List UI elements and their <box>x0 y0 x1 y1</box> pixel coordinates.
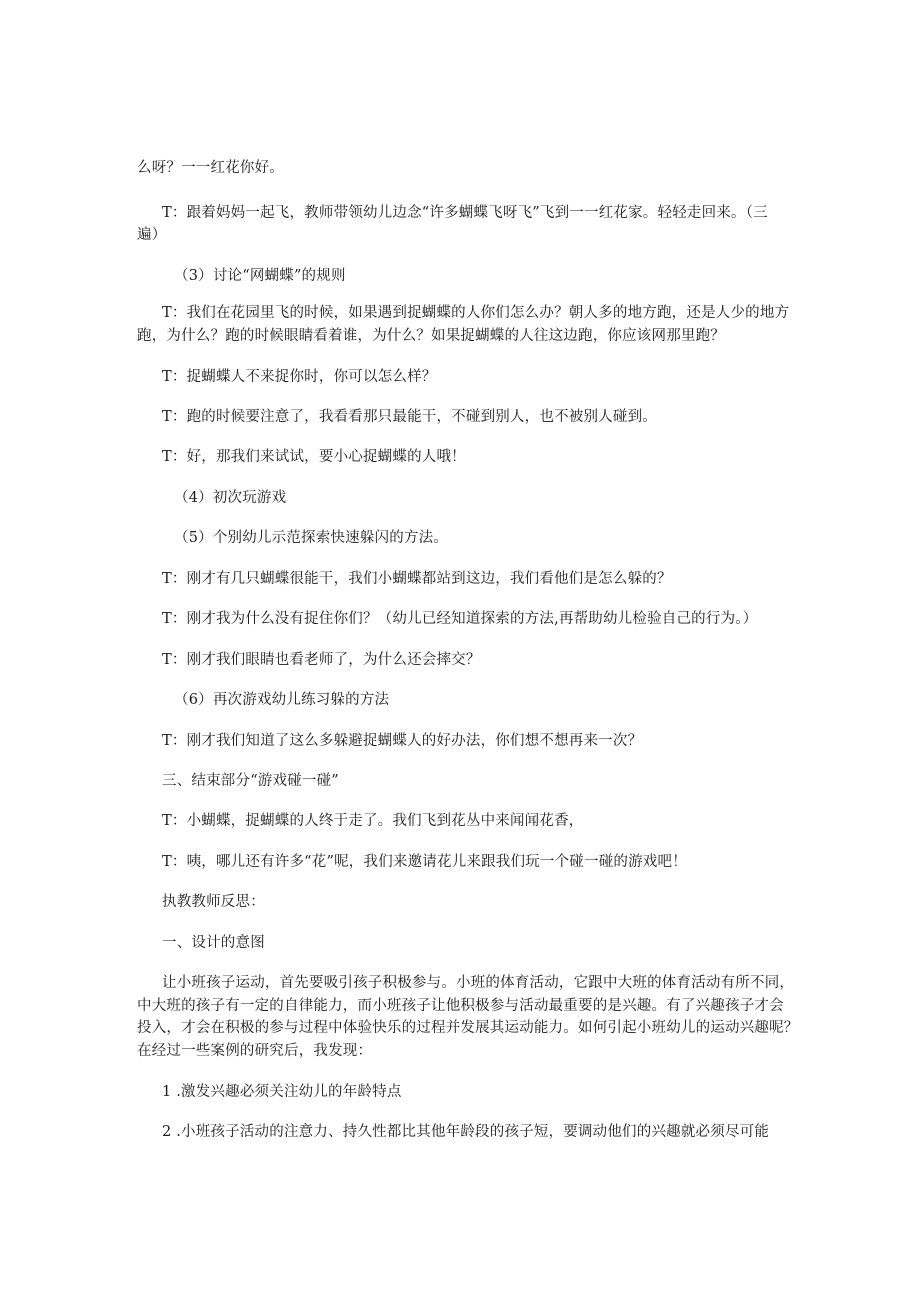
section-heading: 一、设计的意图 <box>162 935 265 951</box>
section-heading: 执教教师反思： <box>162 894 265 910</box>
list-item: 2 .小班孩子活动的注意力、持久性都比其他年龄段的孩子短，要调动他们的兴趣就必须尽可能 <box>162 1124 770 1140</box>
text-line: 遍） <box>137 227 167 243</box>
text-line: 投入，才会在积极的参与过程中体验快乐的过程并发展其运动能力。如何引起小班幼儿的运动兴趣呢？ <box>137 1020 799 1036</box>
text-line: T：捉蝴蝶人不来捉你时，你可以怎么样？ <box>162 369 437 385</box>
text-line: T：刚才我为什么没有捉住你们？（幼儿已经知道探索的方法,再帮助幼儿检验自己的行为。） <box>162 611 758 627</box>
section-heading: （4）初次玩游戏 <box>174 490 287 506</box>
section-heading: 三、结束部分“游戏碰一碰” <box>162 773 339 789</box>
text-line: T：好，那我们来试试，要小心捉蝴蝶的人哦！ <box>162 449 466 465</box>
text-line: 么呀？一一红花你好。 <box>137 160 284 176</box>
section-heading: （3）讨论“网蝴蝶”的规则 <box>174 268 346 284</box>
text-line: T：跟着妈妈一起飞，教师带领幼儿边念“许多蝴蝶飞呀飞”飞到一一红花家。轻轻走回来。（三 <box>162 205 768 221</box>
text-line: T：刚才我们眼睛也看老师了，为什么还会摔交？ <box>162 652 481 668</box>
text-line: T：刚才有几只蝴蝶很能干，我们小蝴蝶都站到这边，我们看他们是怎么躲的？ <box>162 571 672 587</box>
text-line: T：跑的时候要注意了，我看看那只最能干，不碰到别人，也不被别人碰到。 <box>162 409 657 425</box>
text-line: T：咦，哪儿还有许多“花”呢，我们来邀请花儿来跟我们玩一个碰一碰的游戏吧！ <box>162 854 687 870</box>
list-item: 1 .激发兴趣必须关注幼儿的年龄特点 <box>162 1084 402 1100</box>
text-line: T：小蝴蝶，捉蝴蝶的人终于走了。我们飞到花丛中来闻闻花香， <box>162 813 584 829</box>
text-line: 在经过一些案例的研究后，我发现： <box>137 1043 373 1059</box>
text-line: 跑，为什么？跑的时候眼睛看着谁，为什么？如果捉蝴蝶的人往这边跑，你应该网那里跑？ <box>137 328 725 344</box>
text-line: T：我们在花园里飞的时候，如果遇到捉蝴蝶的人你们怎么办？朝人多的地方跑，还是人少的地方 <box>162 305 790 321</box>
text-line: 让小班孩子运动，首先要吸引孩子积极参与。小班的体育活动，它跟中大班的体育活动有所不同， <box>162 975 795 991</box>
section-heading: （6）再次游戏幼儿练习躲的方法 <box>174 692 390 708</box>
section-heading: （5）个别幼儿示范探索快速躲闪的方法。 <box>174 530 449 546</box>
text-line: 中大班的孩子有一定的自律能力，而小班孩子让他积极参与活动最重要的是兴趣。有了兴趣孩子才会 <box>137 998 784 1014</box>
text-line: T：刚才我们知道了这么多躲避捉蝴蝶人的好办法，你们想不想再来一次？ <box>162 733 643 749</box>
